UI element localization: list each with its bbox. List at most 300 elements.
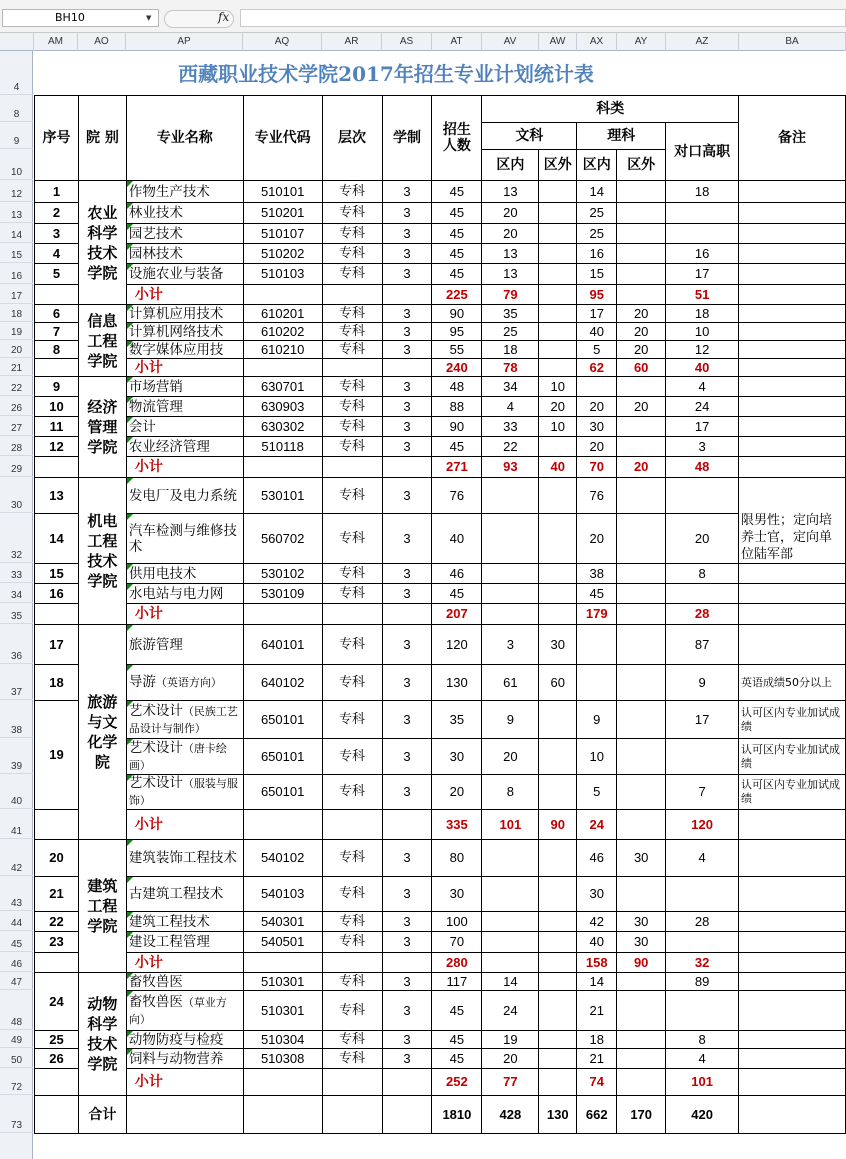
cell-years[interactable]: 3 xyxy=(382,341,432,359)
cell-subtotal-enroll[interactable]: 240 xyxy=(432,359,482,377)
cell-subtotal-sci-in[interactable]: 95 xyxy=(577,285,617,305)
cell-remarks[interactable] xyxy=(739,397,846,417)
cell-code[interactable]: 530101 xyxy=(243,478,322,514)
cell-major-name[interactable] xyxy=(126,665,243,701)
cell-sci-out[interactable] xyxy=(617,181,666,203)
cell-code[interactable]: 560702 xyxy=(243,514,322,564)
cell-level[interactable]: 专科 xyxy=(322,840,382,877)
cell-sci-out[interactable] xyxy=(617,877,666,912)
cell-vocational[interactable]: 17 xyxy=(666,701,739,739)
cell-major-name[interactable] xyxy=(126,991,243,1031)
cell-enroll[interactable]: 117 xyxy=(432,973,482,991)
cell-arts-in[interactable] xyxy=(482,932,539,953)
cell-sci-in[interactable]: 10 xyxy=(577,739,617,775)
cell-vocational[interactable]: 24 xyxy=(666,397,739,417)
row-header[interactable] xyxy=(0,51,33,95)
cell-subtotal-sci-out[interactable] xyxy=(617,604,666,625)
cell-arts-in[interactable]: 4 xyxy=(482,397,539,417)
cell-major-name[interactable] xyxy=(126,341,243,359)
cell-enroll[interactable]: 76 xyxy=(432,478,482,514)
cell-remarks[interactable]: 认可区内专业加试成绩 xyxy=(739,701,846,739)
cell-arts-out[interactable]: 10 xyxy=(539,377,577,397)
cell-level[interactable]: 专科 xyxy=(322,264,382,285)
cell-total-arts-out[interactable]: 130 xyxy=(539,1096,577,1134)
cell-code[interactable]: 510304 xyxy=(243,1031,322,1049)
cell-major-name[interactable] xyxy=(126,912,243,932)
cell-remarks[interactable] xyxy=(739,564,846,584)
cell-subtotal-sci-in[interactable]: 74 xyxy=(577,1069,617,1096)
row-header[interactable] xyxy=(0,774,33,809)
cell-level[interactable]: 专科 xyxy=(322,1031,382,1049)
cell-arts-out[interactable] xyxy=(539,1049,577,1069)
cell-arts-out[interactable] xyxy=(539,877,577,912)
cell-vocational[interactable]: 10 xyxy=(666,323,739,341)
cell-remarks[interactable] xyxy=(739,244,846,264)
cell-vocational[interactable]: 9 xyxy=(666,665,739,701)
cell-years[interactable]: 3 xyxy=(382,584,432,604)
cell-seq[interactable]: 1 xyxy=(35,181,79,203)
cell-level[interactable]: 专科 xyxy=(322,912,382,932)
cell-seq[interactable] xyxy=(35,810,79,840)
cell-remarks[interactable] xyxy=(739,953,846,973)
cell-major-name[interactable] xyxy=(126,264,243,285)
cell-level[interactable]: 专科 xyxy=(322,377,382,397)
cell-vocational[interactable] xyxy=(666,739,739,775)
cell-enroll[interactable]: 55 xyxy=(432,341,482,359)
cell-enroll[interactable]: 95 xyxy=(432,323,482,341)
cell-code[interactable] xyxy=(243,953,322,973)
cell-remarks[interactable] xyxy=(739,991,846,1031)
cell-code[interactable]: 540501 xyxy=(243,932,322,953)
row-header[interactable] xyxy=(0,202,33,223)
cell-major-name[interactable] xyxy=(126,932,243,953)
cell-seq[interactable]: 10 xyxy=(35,397,79,417)
cell-sci-in[interactable]: 18 xyxy=(577,1031,617,1049)
cell-seq[interactable]: 20 xyxy=(35,840,79,877)
cell-arts-in[interactable] xyxy=(482,877,539,912)
cell-arts-in[interactable]: 20 xyxy=(482,203,539,224)
row-header[interactable] xyxy=(0,563,33,583)
cell-code[interactable]: 630903 xyxy=(243,397,322,417)
cell-code[interactable]: 510107 xyxy=(243,224,322,244)
cell-code[interactable]: 630701 xyxy=(243,377,322,397)
column-header-ba[interactable]: BA xyxy=(739,33,846,51)
header-enroll[interactable]: 招生 人数 xyxy=(432,96,482,181)
cell-department[interactable]: 动物 科学 技术 学院 xyxy=(78,973,126,1096)
cell-remarks[interactable] xyxy=(739,584,846,604)
cell-sci-in[interactable] xyxy=(577,665,617,701)
cell-sci-in[interactable]: 14 xyxy=(577,973,617,991)
cell-years[interactable] xyxy=(382,1069,432,1096)
cell-subtotal-sci-in[interactable]: 179 xyxy=(577,604,617,625)
cell-enroll[interactable]: 88 xyxy=(432,397,482,417)
cell-subtotal-label[interactable]: 小计 xyxy=(126,1069,243,1096)
cell-sci-in[interactable]: 5 xyxy=(577,341,617,359)
cell-major-name[interactable] xyxy=(126,877,243,912)
cell-remarks[interactable] xyxy=(739,932,846,953)
cell-level[interactable] xyxy=(322,1069,382,1096)
cell-code[interactable]: 530109 xyxy=(243,584,322,604)
cell-level[interactable] xyxy=(322,457,382,478)
cell-arts-in[interactable]: 19 xyxy=(482,1031,539,1049)
header-level[interactable]: 层次 xyxy=(322,96,382,181)
cell-years[interactable]: 3 xyxy=(382,665,432,701)
cell-sci-in[interactable]: 30 xyxy=(577,417,617,437)
cell-years[interactable] xyxy=(382,457,432,478)
cell-code[interactable]: 510118 xyxy=(243,437,322,457)
cell-subtotal-label[interactable]: 小计 xyxy=(126,604,243,625)
cell-arts-out[interactable] xyxy=(539,224,577,244)
cell-vocational[interactable] xyxy=(666,203,739,224)
cell-code[interactable]: 640102 xyxy=(243,665,322,701)
row-header[interactable] xyxy=(0,304,33,322)
name-box-dropdown-icon[interactable]: ▼ xyxy=(146,14,152,22)
cell-remarks[interactable] xyxy=(739,1031,846,1049)
cell-remarks[interactable] xyxy=(739,341,846,359)
row-header[interactable] xyxy=(0,911,33,931)
cell-years[interactable]: 3 xyxy=(382,437,432,457)
cell-code[interactable] xyxy=(243,1096,322,1134)
cell-sci-in[interactable]: 16 xyxy=(577,244,617,264)
cell-arts-out[interactable] xyxy=(539,323,577,341)
cell-vocational[interactable]: 20 xyxy=(666,514,739,564)
cell-sci-in[interactable]: 25 xyxy=(577,203,617,224)
cell-subtotal-vocational[interactable]: 48 xyxy=(666,457,739,478)
cell-sci-in[interactable] xyxy=(577,625,617,665)
cell-level[interactable]: 专科 xyxy=(322,437,382,457)
cell-years[interactable] xyxy=(382,1096,432,1134)
cell-sci-out[interactable] xyxy=(617,1031,666,1049)
row-header[interactable] xyxy=(0,990,33,1030)
cell-major-name[interactable] xyxy=(126,417,243,437)
cell-department[interactable]: 旅游 与文 化学 院 xyxy=(78,625,126,840)
cell-level[interactable]: 专科 xyxy=(322,203,382,224)
cell-sci-in[interactable]: 76 xyxy=(577,478,617,514)
cell-sci-out[interactable] xyxy=(617,417,666,437)
cell-enroll[interactable]: 45 xyxy=(432,437,482,457)
row-header[interactable] xyxy=(0,1095,33,1133)
cell-code[interactable] xyxy=(243,457,322,478)
cell-major-name[interactable] xyxy=(126,203,243,224)
row-header[interactable] xyxy=(0,477,33,513)
cell-seq[interactable]: 15 xyxy=(35,564,79,584)
cell-code[interactable]: 510301 xyxy=(243,973,322,991)
cell-seq[interactable]: 12 xyxy=(35,437,79,457)
cell-seq[interactable] xyxy=(35,604,79,625)
cell-seq[interactable]: 5 xyxy=(35,264,79,285)
cell-code[interactable] xyxy=(243,604,322,625)
cell-level[interactable]: 专科 xyxy=(322,775,382,810)
cell-major-name[interactable] xyxy=(126,224,243,244)
column-header-at[interactable]: AT xyxy=(432,33,482,51)
row-header[interactable] xyxy=(0,603,33,624)
cell-enroll[interactable]: 90 xyxy=(432,305,482,323)
header-sci-out[interactable]: 区外 xyxy=(617,150,666,181)
cell-arts-out[interactable]: 20 xyxy=(539,397,577,417)
cell-subtotal-enroll[interactable]: 280 xyxy=(432,953,482,973)
cell-vocational[interactable] xyxy=(666,224,739,244)
cell-years[interactable]: 3 xyxy=(382,397,432,417)
cell-arts-in[interactable] xyxy=(482,478,539,514)
column-header-ap[interactable]: AP xyxy=(126,33,243,51)
cell-enroll[interactable]: 35 xyxy=(432,701,482,739)
cell-vocational[interactable] xyxy=(666,478,739,514)
cell-sci-in[interactable]: 30 xyxy=(577,877,617,912)
cell-subtotal-label[interactable]: 小计 xyxy=(126,953,243,973)
cell-enroll[interactable]: 130 xyxy=(432,665,482,701)
cell-years[interactable]: 3 xyxy=(382,739,432,775)
cell-remarks[interactable]: 认可区内专业加试成绩 xyxy=(739,775,846,810)
cell-level[interactable]: 专科 xyxy=(322,564,382,584)
cell-enroll[interactable]: 90 xyxy=(432,417,482,437)
cell-major-name[interactable] xyxy=(126,739,243,775)
cell-code[interactable]: 510308 xyxy=(243,1049,322,1069)
cell-enroll[interactable]: 45 xyxy=(432,181,482,203)
row-header[interactable] xyxy=(0,376,33,396)
cell-remarks[interactable] xyxy=(739,359,846,377)
cell-code[interactable]: 540102 xyxy=(243,840,322,877)
cell-level[interactable]: 专科 xyxy=(322,397,382,417)
cell-subtotal-arts-out[interactable] xyxy=(539,285,577,305)
cell-vocational[interactable]: 4 xyxy=(666,840,739,877)
row-header[interactable] xyxy=(0,243,33,263)
cell-sci-out[interactable] xyxy=(617,478,666,514)
cell-arts-in[interactable]: 20 xyxy=(482,1049,539,1069)
cell-seq[interactable]: 8 xyxy=(35,341,79,359)
cell-code[interactable]: 610210 xyxy=(243,341,322,359)
cell-subtotal-enroll[interactable]: 335 xyxy=(432,810,482,840)
cell-arts-out[interactable] xyxy=(539,912,577,932)
cell-major-name[interactable] xyxy=(126,1031,243,1049)
cell-arts-out[interactable] xyxy=(539,840,577,877)
cell-subtotal-enroll[interactable]: 252 xyxy=(432,1069,482,1096)
cell-years[interactable]: 3 xyxy=(382,701,432,739)
cell-subtotal-arts-out[interactable] xyxy=(539,1069,577,1096)
cell-seq[interactable]: 3 xyxy=(35,224,79,244)
cell-seq[interactable]: 9 xyxy=(35,377,79,397)
cell-remarks[interactable] xyxy=(739,1049,846,1069)
cell-subtotal-arts-in[interactable]: 101 xyxy=(482,810,539,840)
cell-level[interactable]: 专科 xyxy=(322,181,382,203)
row-header[interactable] xyxy=(0,340,33,358)
header-seq[interactable]: 序号 xyxy=(35,96,79,181)
cell-arts-out[interactable]: 30 xyxy=(539,625,577,665)
cell-code[interactable]: 650101 xyxy=(243,775,322,810)
cell-subtotal-arts-out[interactable] xyxy=(539,604,577,625)
cell-arts-out[interactable] xyxy=(539,181,577,203)
cell-subtotal-arts-in[interactable]: 78 xyxy=(482,359,539,377)
cell-remarks[interactable] xyxy=(739,604,846,625)
cell-seq[interactable]: 13 xyxy=(35,478,79,514)
cell-vocational[interactable]: 17 xyxy=(666,417,739,437)
cell-remarks[interactable] xyxy=(739,437,846,457)
row-header[interactable] xyxy=(0,700,33,738)
cell-sci-out[interactable] xyxy=(617,775,666,810)
cell-enroll[interactable]: 30 xyxy=(432,877,482,912)
cell-years[interactable]: 3 xyxy=(382,775,432,810)
cell-arts-out[interactable] xyxy=(539,264,577,285)
cell-vocational[interactable]: 18 xyxy=(666,305,739,323)
cell-code[interactable]: 510101 xyxy=(243,181,322,203)
cell-enroll[interactable]: 45 xyxy=(432,991,482,1031)
column-header-av[interactable]: AV xyxy=(482,33,539,51)
cell-vocational[interactable]: 12 xyxy=(666,341,739,359)
header-science[interactable]: 理科 xyxy=(577,123,666,150)
cell-arts-out[interactable] xyxy=(539,1031,577,1049)
cell-arts-in[interactable]: 13 xyxy=(482,181,539,203)
cell-subtotal-sci-in[interactable]: 62 xyxy=(577,359,617,377)
cell-major-name[interactable] xyxy=(126,584,243,604)
cell-vocational[interactable]: 4 xyxy=(666,1049,739,1069)
cell-remarks[interactable] xyxy=(739,1069,846,1096)
cell-enroll[interactable]: 70 xyxy=(432,932,482,953)
row-header[interactable] xyxy=(0,809,33,839)
cell-sci-out[interactable] xyxy=(617,665,666,701)
row-header[interactable] xyxy=(0,416,33,436)
cell-level[interactable]: 专科 xyxy=(322,973,382,991)
cell-subtotal-arts-in[interactable]: 93 xyxy=(482,457,539,478)
cell-vocational[interactable]: 4 xyxy=(666,377,739,397)
cell-sci-in[interactable]: 9 xyxy=(577,701,617,739)
cell-sci-in[interactable]: 40 xyxy=(577,932,617,953)
cell-seq[interactable] xyxy=(35,359,79,377)
cell-vocational[interactable]: 89 xyxy=(666,973,739,991)
cell-years[interactable]: 3 xyxy=(382,840,432,877)
cell-level[interactable]: 专科 xyxy=(322,991,382,1031)
cell-remarks[interactable] xyxy=(739,912,846,932)
cell-major-name[interactable] xyxy=(126,514,243,564)
cell-seq[interactable]: 17 xyxy=(35,625,79,665)
row-header[interactable] xyxy=(0,839,33,876)
cell-years[interactable]: 3 xyxy=(382,1031,432,1049)
header-remarks[interactable]: 备注 xyxy=(739,96,846,181)
cell-arts-out[interactable]: 60 xyxy=(539,665,577,701)
cell-years[interactable]: 3 xyxy=(382,305,432,323)
row-header[interactable] xyxy=(0,223,33,243)
cell-subtotal-arts-out[interactable] xyxy=(539,953,577,973)
cell-level[interactable]: 专科 xyxy=(322,739,382,775)
cell-total-vocational[interactable]: 420 xyxy=(666,1096,739,1134)
cell-subtotal-arts-in[interactable]: 79 xyxy=(482,285,539,305)
cell-vocational[interactable] xyxy=(666,991,739,1031)
cell-sci-out[interactable] xyxy=(617,991,666,1031)
cell-subtotal-label[interactable]: 小计 xyxy=(126,359,243,377)
cell-years[interactable] xyxy=(382,953,432,973)
cell-total-enroll[interactable]: 1810 xyxy=(432,1096,482,1134)
cell-arts-in[interactable]: 61 xyxy=(482,665,539,701)
cell-arts-out[interactable] xyxy=(539,973,577,991)
row-header[interactable] xyxy=(0,1068,33,1095)
cell-arts-out[interactable] xyxy=(539,437,577,457)
cell-arts-in[interactable] xyxy=(482,912,539,932)
cell-enroll[interactable]: 45 xyxy=(432,584,482,604)
cell-arts-in[interactable]: 18 xyxy=(482,341,539,359)
cell-seq[interactable]: 25 xyxy=(35,1031,79,1049)
row-header[interactable] xyxy=(0,583,33,603)
cell-major-name[interactable] xyxy=(126,437,243,457)
cell-remarks[interactable] xyxy=(739,1096,846,1134)
cell-sci-out[interactable] xyxy=(617,224,666,244)
cell-department[interactable]: 农业 科学 技术 学院 xyxy=(78,181,126,305)
cell-major-name[interactable] xyxy=(126,181,243,203)
cell-remarks[interactable] xyxy=(739,323,846,341)
cell-level[interactable]: 专科 xyxy=(322,514,382,564)
row-header[interactable] xyxy=(0,149,33,180)
cell-vocational[interactable]: 28 xyxy=(666,912,739,932)
cell-subtotal-enroll[interactable]: 225 xyxy=(432,285,482,305)
cell-level[interactable]: 专科 xyxy=(322,341,382,359)
cell-subtotal-vocational[interactable]: 51 xyxy=(666,285,739,305)
cell-subtotal-sci-in[interactable]: 70 xyxy=(577,457,617,478)
cell-sci-in[interactable]: 21 xyxy=(577,1049,617,1069)
cell-enroll[interactable]: 45 xyxy=(432,1049,482,1069)
cell-years[interactable]: 3 xyxy=(382,417,432,437)
cell-remarks[interactable] xyxy=(739,973,846,991)
cell-level[interactable] xyxy=(322,1096,382,1134)
cell-arts-in[interactable] xyxy=(482,584,539,604)
cell-years[interactable]: 3 xyxy=(382,377,432,397)
cell-subtotal-vocational[interactable]: 28 xyxy=(666,604,739,625)
cell-years[interactable]: 3 xyxy=(382,973,432,991)
cell-seq[interactable]: 2 xyxy=(35,203,79,224)
cell-sci-out[interactable]: 20 xyxy=(617,323,666,341)
cell-department[interactable]: 机电 工程 技术 学院 xyxy=(78,478,126,625)
cell-years[interactable] xyxy=(382,604,432,625)
cell-sci-out[interactable] xyxy=(617,973,666,991)
cell-remarks[interactable]: 限男性；定向培养士官，定向单位陆军部 xyxy=(739,478,846,564)
cell-total-label[interactable]: 合计 xyxy=(78,1096,126,1134)
cell-arts-out[interactable] xyxy=(539,478,577,514)
header-arts-out[interactable]: 区外 xyxy=(539,150,577,181)
cell-subtotal-sci-in[interactable]: 158 xyxy=(577,953,617,973)
cell-sci-out[interactable]: 20 xyxy=(617,341,666,359)
cell-arts-in[interactable]: 8 xyxy=(482,775,539,810)
cell-major-name[interactable] xyxy=(126,377,243,397)
cell-remarks[interactable]: 英语成绩50分以上 xyxy=(739,665,846,701)
cell-remarks[interactable]: 认可区内专业加试成绩 xyxy=(739,739,846,775)
row-header[interactable] xyxy=(0,1048,33,1068)
cell-sci-out[interactable] xyxy=(617,244,666,264)
header-arts[interactable]: 文科 xyxy=(482,123,577,150)
cell-arts-in[interactable] xyxy=(482,564,539,584)
cell-sci-in[interactable]: 46 xyxy=(577,840,617,877)
cell-level[interactable] xyxy=(322,285,382,305)
cell-remarks[interactable] xyxy=(739,877,846,912)
header-dept[interactable]: 院 别 xyxy=(78,96,126,181)
header-arts-in[interactable]: 区内 xyxy=(482,150,539,181)
cell-code[interactable]: 650101 xyxy=(243,701,322,739)
cell-enroll[interactable]: 20 xyxy=(432,775,482,810)
row-header[interactable] xyxy=(0,738,33,774)
row-header[interactable] xyxy=(0,624,33,664)
cell-seq[interactable] xyxy=(35,1096,79,1134)
cell-vocational[interactable]: 8 xyxy=(666,1031,739,1049)
column-header-ax[interactable]: AX xyxy=(577,33,617,51)
cell-major-name[interactable] xyxy=(126,775,243,810)
cell-sci-in[interactable]: 20 xyxy=(577,437,617,457)
row-header[interactable] xyxy=(0,513,33,563)
row-header[interactable] xyxy=(0,972,33,990)
cell-major-name[interactable] xyxy=(126,1096,243,1134)
cell-sci-in[interactable]: 14 xyxy=(577,181,617,203)
cell-vocational[interactable] xyxy=(666,877,739,912)
cell-major-name[interactable] xyxy=(126,397,243,417)
cell-seq[interactable]: 26 xyxy=(35,1049,79,1069)
cell-remarks[interactable] xyxy=(739,377,846,397)
cell-enroll[interactable]: 48 xyxy=(432,377,482,397)
cell-years[interactable] xyxy=(382,359,432,377)
cell-seq[interactable]: 23 xyxy=(35,932,79,953)
